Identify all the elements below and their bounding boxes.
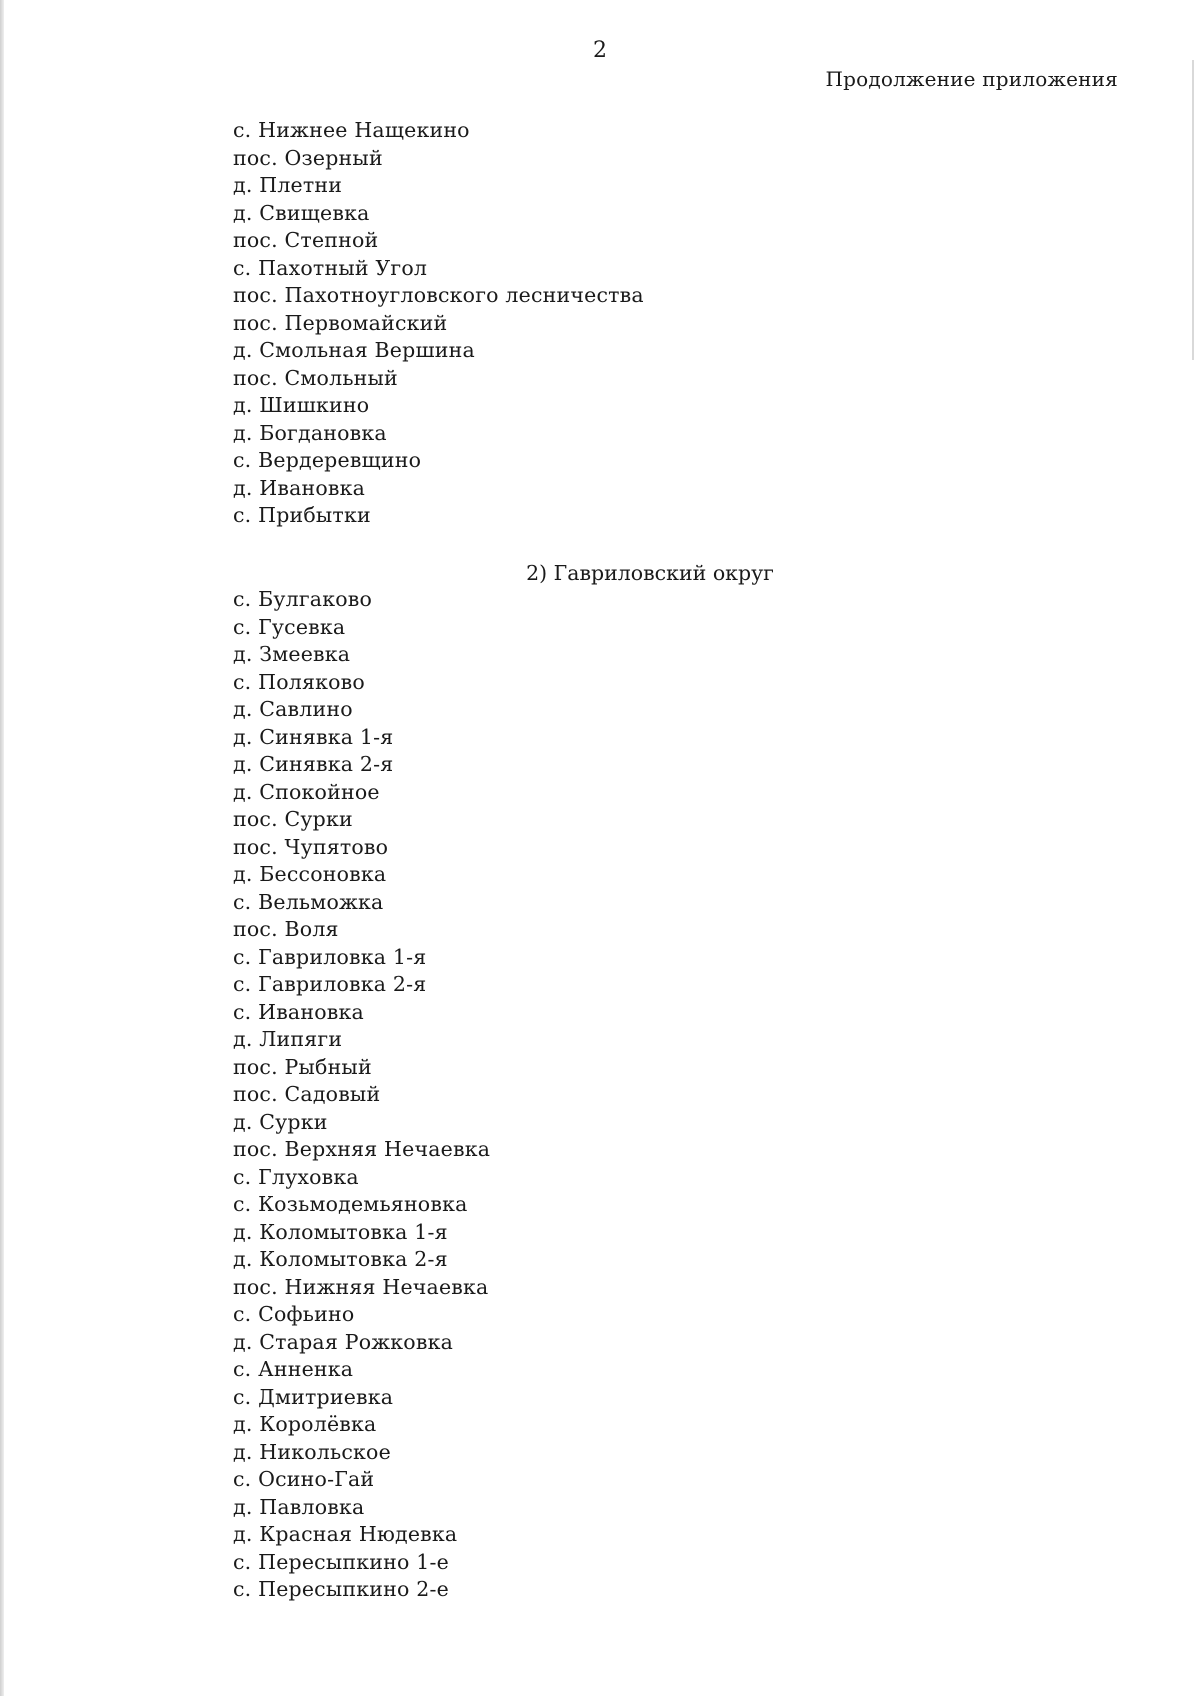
list-item: д. Липяги <box>233 1027 343 1051</box>
list-item: с. Анненка <box>233 1357 354 1381</box>
list-item: д. Старая Рожковка <box>233 1329 454 1354</box>
list-item: д. Коломытовка 1-я <box>233 1219 448 1244</box>
list-item: с. Ивановка <box>233 999 364 1024</box>
list-item: д. Савлино <box>233 697 353 721</box>
list-item: д. Свищевка <box>233 200 370 225</box>
list-item: пос. Садовый <box>233 1082 381 1106</box>
list-item: с. Софьино <box>233 1302 355 1326</box>
list-item: с. Гусевка <box>233 614 346 639</box>
page-number: 2 <box>593 38 607 63</box>
list-item: д. Коломытовка 2-я <box>233 1247 448 1271</box>
list-item: пос. Смольный <box>233 365 398 390</box>
list-item: д. Красная Нюдевка <box>233 1522 458 1546</box>
list-item: д. Плетни <box>233 173 343 197</box>
list-item: с. Нижнее Нащекино <box>233 118 470 142</box>
scan-edge-left <box>0 0 4 1696</box>
list-item: д. Королёвка <box>233 1412 377 1436</box>
section-heading-gavrilovsky: 2) Гавриловский округ <box>526 561 774 585</box>
list-item: с. Прибытки <box>233 503 371 527</box>
list-item: д. Шишкино <box>233 393 370 417</box>
list-item: с. Вельможка <box>233 889 384 914</box>
list-item: пос. Верхняя Нечаевка <box>233 1137 491 1161</box>
list-item: с. Пахотный Угол <box>233 255 428 280</box>
list-item: с. Дмитриевка <box>233 1384 394 1409</box>
list-item: д. Спокойное <box>233 779 380 804</box>
list-item: с. Поляково <box>233 669 365 694</box>
list-item: д. Смольная Вершина <box>233 338 475 362</box>
list-item: с. Осино-Гай <box>233 1467 375 1491</box>
list-item: д. Змеевка <box>233 642 351 666</box>
list-item: пос. Первомайский <box>233 310 448 335</box>
list-item: д. Бессоновка <box>233 862 387 886</box>
list-item: д. Павловка <box>233 1494 365 1519</box>
list-item: с. Булгаково <box>233 587 373 611</box>
list-item: пос. Сурки <box>233 807 353 831</box>
list-item: д. Синявка 1-я <box>233 724 394 749</box>
list-item: пос. Воля <box>233 917 339 941</box>
list-item: пос. Степной <box>233 228 379 252</box>
list-item: пос. Нижняя Нечаевка <box>233 1274 489 1299</box>
continuation-header: Продолжение приложения <box>825 67 1118 91</box>
scan-edge-right <box>1192 60 1194 360</box>
list-item: пос. Озерный <box>233 145 383 170</box>
list-item: с. Пересыпкино 2-е <box>233 1577 449 1601</box>
settlement-list-2 <box>233 586 490 1604</box>
list-item: с. Вердеревщино <box>233 448 422 472</box>
list-item: д. Никольское <box>233 1439 391 1464</box>
list-item: с. Гавриловка 2-я <box>233 972 427 996</box>
list-item: д. Богдановка <box>233 420 387 445</box>
list-item: с. Глуховка <box>233 1164 359 1189</box>
list-item: с. Гавриловка 1-я <box>233 944 427 969</box>
list-item: с. Козьмодемьяновка <box>233 1192 468 1216</box>
list-item: д. Ивановка <box>233 475 366 500</box>
settlement-list-1 <box>233 117 644 530</box>
list-item: пос. Пахотноугловского лесничества <box>233 283 644 307</box>
list-item: д. Сурки <box>233 1109 328 1134</box>
list-item: с. Пересыпкино 1-е <box>233 1549 449 1574</box>
list-item: пос. Чупятово <box>233 834 389 859</box>
list-item: пос. Рыбный <box>233 1054 372 1079</box>
list-item: д. Синявка 2-я <box>233 752 394 776</box>
